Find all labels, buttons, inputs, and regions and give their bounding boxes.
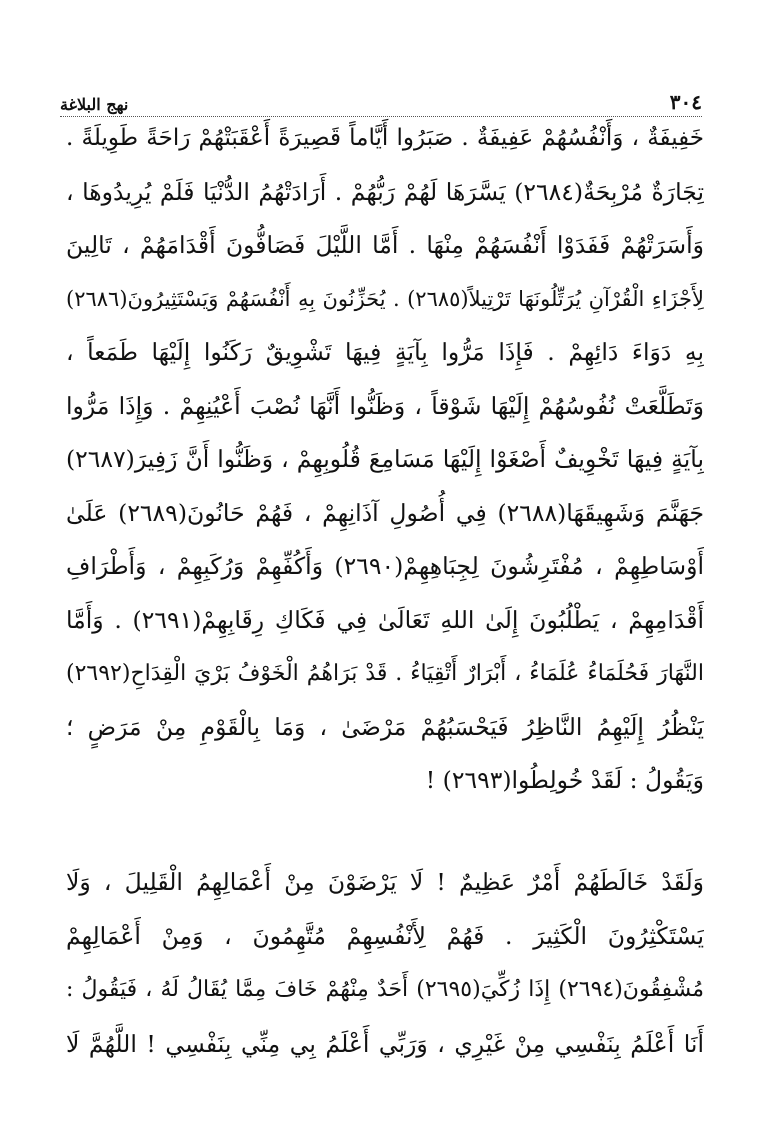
paragraph-1	[66, 112, 704, 808]
text-line: تِجَارَةٌ مُرْبِحَةٌ(٢٦٨٤) يَسَّرَهَا لَهُمْ رَبُّهُمْ . أَرَادَتْهُمُ الدُّنْيَا فَلَمْ يُرِيدُوهَا ،	[66, 177, 704, 206]
text-line: جَهَنَّمَ وَشَهِيقَهَا(٢٦٨٨) فِي أُصُولِ آذَانِهِمْ ، فَهُمْ حَانُونَ(٢٦٨٩) عَلَىٰ	[66, 498, 704, 527]
text-line: أَوْسَاطِهِمْ ، مُفْتَرِشُونَ لِجِبَاهِهِمْ(٢٦٩٠) وَأَكُفِّهِمْ وَرُكَبِهِمْ ، وَأَطْرَافِ	[66, 552, 704, 580]
text-line: بِآيَةٍ فِيهَا تَخْوِيفٌ أَصْغَوْا إِلَيْهَا مَسَامِعَ قُلُوبِهِمْ ، وَظَنُّوا أَنَّ زَفِيرَ(٢٦٨٧)	[66, 445, 704, 473]
text-line: لِأَجْزَاءِ الْقُرْآنِ يُرَتِّلُونَهَا تَرْتِيلاً(٢٦٨٥) . يُحَزِّنُونَ بِهِ أَنْفُسَهُمْ وَيَسْتَثِيرُونَ(٢٦٨٦)	[66, 286, 704, 311]
text-line: وَأَسَرَتْهُمْ فَفَدَوْا أَنْفُسَهُمْ مِنْهَا . أَمَّا اللَّيْلَ فَصَافُّونَ أَقْدَامَهُمْ ، تَالِينَ	[66, 231, 704, 259]
page-number: ٣٠٤	[669, 90, 702, 114]
text-line: أَنَا أَعْلَمُ بِنَفْسِي مِنْ غَيْرِي ، وَرَبِّي أَعْلَمُ بِي مِنِّي بِنَفْسِي ! اللَّهُمَّ لَا	[66, 1030, 704, 1058]
text-line: وَيَقُولُ : لَقَدْ خُولِطُوا(٢٦٩٣) !	[425, 766, 704, 794]
running-title: نهج البلاغة	[60, 95, 129, 114]
text-line: يَسْتَكْثِرُونَ الْكَثِيرَ . فَهُمْ لِأَنْفُسِهِمْ مُتَّهِمُونَ ، وَمِنْ أَعْمَالِهِمْ	[66, 922, 704, 950]
paragraph-2	[66, 855, 704, 1071]
text-line: مُشْفِقُونَ(٢٦٩٤) إِذَا زُكِّيَ(٢٦٩٥) أَحَدٌ مِنْهُمْ خَافَ مِمَّا يُقَالُ لَهُ ، فَيَقُولُ :	[66, 977, 704, 1002]
text-line: أَقْدَامِهِمْ ، يَطْلُبُونَ إِلَىٰ اللهِ تَعَالَىٰ فِي فَكَاكِ رِقَابِهِمْ(٢٦٩١) . وَأَمَّا	[66, 605, 704, 634]
text-line: يَنْظُرُ إِلَيْهِمُ النَّاظِرُ فَيَحْسَبُهُمْ مَرْضَىٰ ، وَمَا بِالْقَوْمِ مِنْ مَرَضٍ ؛	[66, 712, 704, 741]
text-line: وَلَقَدْ خَالَطَهُمْ أَمْرٌ عَظِيمٌ ! لَا يَرْضَوْنَ مِنْ أَعْمَالِهِمُ الْقَلِيلَ ، وَلَا	[66, 868, 704, 896]
text-line: بِهِ دَوَاءَ دَائِهِمْ . فَإِذَا مَرُّوا بِآيَةٍ فِيهَا تَشْوِيقٌ رَكَنُوا إِلَيْهَا طَمَعاً ،	[66, 338, 704, 366]
text-line: وَتَطَلَّعَتْ نُفُوسُهُمْ إِلَيْهَا شَوْقاً ، وَظَنُّوا أَنَّهَا نُصْبَ أَعْيُنِهِمْ . وَإِذَا مَرُّوا	[66, 391, 704, 420]
text-line: خَفِيفَةٌ ، وَأَنْفُسُهُمْ عَفِيفَةٌ . صَبَرُوا أَيَّاماً قَصِيرَةً أَعْقَبَتْهُمْ رَاحَةً طَوِيلَةً .	[66, 125, 704, 151]
text-line: النَّهَارَ فَحُلَمَاءُ عُلَمَاءُ ، أَبْرَارٌ أَتْقِيَاءُ . قَدْ بَرَاهُمُ الْخَوْفُ بَرْيَ الْقِدَاحِ(٢٦٩٢)	[66, 661, 704, 686]
